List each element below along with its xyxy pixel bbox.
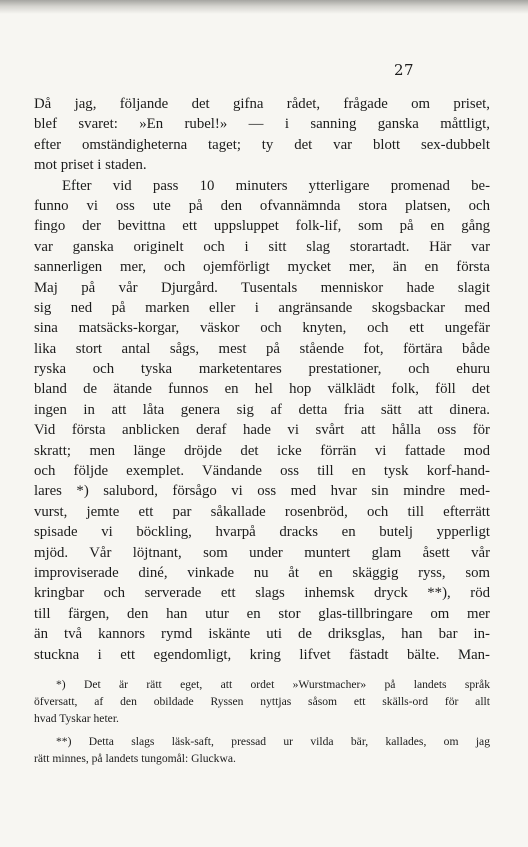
- body-text: [34, 94, 490, 665]
- footnote-line: hvad Tyskar heter.: [34, 712, 119, 725]
- text-line: spisade vi böckling, hvarpå dracks en butelj ypperligt: [34, 524, 490, 541]
- text-line: ingen in att låta genera sig af detta fria sätt att dinera.: [34, 401, 490, 418]
- text-line: kringbar och serverade ett slags inhemsk dryck **), röd: [34, 585, 490, 602]
- text-line: sina matsäcks-korgar, väskor och knyten, och ett ungefär: [34, 320, 490, 337]
- text-line: Efter vid pass 10 minuters ytterligare promenad be-: [62, 177, 490, 194]
- footnote-line: rätt minnes, på landets tungomål: Gluckwa.: [34, 752, 236, 765]
- text-line: bland de ätande funnos en hel hop välklädt folk, föll det: [34, 381, 490, 398]
- text-line: mjöd. Vår löjtnant, som under muntert glam åsett vår: [34, 544, 490, 561]
- text-line: och följde exemplet. Vändande oss till en tysk korf-hand-: [34, 463, 490, 480]
- text-line: var ganska originelt och i sitt slag storartadt. Här var: [34, 238, 490, 255]
- text-line: Maj på vår Djurgård. Tusentals menniskor hade slagit: [34, 279, 490, 296]
- text-line: till färgen, den han utur en stor glas-tillbringare om mer: [34, 605, 490, 622]
- text-line: lares *) salubord, försågo vi oss med hvar sin mindre med-: [34, 483, 490, 500]
- text-line: vurst, jemte ett par såkallade rosenbröd, och till efterrätt: [34, 503, 490, 520]
- text-line: än två kannors rymd iskänte uti de driksglas, han bar in-: [34, 626, 490, 643]
- text-line: improviserade diné, vinkade nu åt en skäggig ryss, som: [34, 564, 490, 581]
- text-line: mot priset i staden.: [34, 157, 147, 174]
- text-line: lika stort antal sågs, mest på stående fot, förtära både: [34, 340, 490, 357]
- page-edge-shadow: [0, 0, 528, 14]
- footnotes: [34, 676, 490, 767]
- page-number: 27: [394, 61, 415, 79]
- text-line: sannerligen mer, och ojemförligt mycket mer, än en första: [34, 259, 490, 276]
- text-line: blef svaret: »En rubel!» — i sanning ganska måttligt,: [34, 116, 490, 133]
- text-line: ryska och tyska marketentares prestationer, och ehuru: [34, 361, 490, 378]
- footnote-line: **) Detta slags läsk-saft, pressad ur vilda bär, kallades, om jag: [56, 735, 490, 748]
- text-line: stuckna i ett egendomligt, kring lifvet fästadt bälte. Man-: [34, 646, 490, 663]
- footnote-line: *) Det är rätt eget, att ordet »Wurstmacher» på landets språk: [56, 678, 490, 691]
- footnote-line: öfversatt, af den obildade Ryssen nyttjas såsom ett skälls-ord för allt: [34, 695, 490, 708]
- text-line: Då jag, följande det gifna rådet, frågade om priset,: [34, 96, 490, 112]
- text-line: fingo der bevittna ett uppsluppet folk-lif, som på en gång: [34, 218, 490, 235]
- text-line: efter omständigheterna taget; ty det var blott sex-dubbelt: [34, 136, 490, 153]
- text-line: funno vi oss ute på den ofvannämnda stora platsen, och: [34, 197, 490, 214]
- text-line: Vid första anblicken deraf hade vi svårt att hålla oss för: [34, 422, 490, 439]
- text-line: skratt; men länge dröjde det icke förrän vi fattade mod: [34, 442, 490, 459]
- text-line: sig ned på marken eller i angränsande skogsbackar med: [34, 299, 490, 316]
